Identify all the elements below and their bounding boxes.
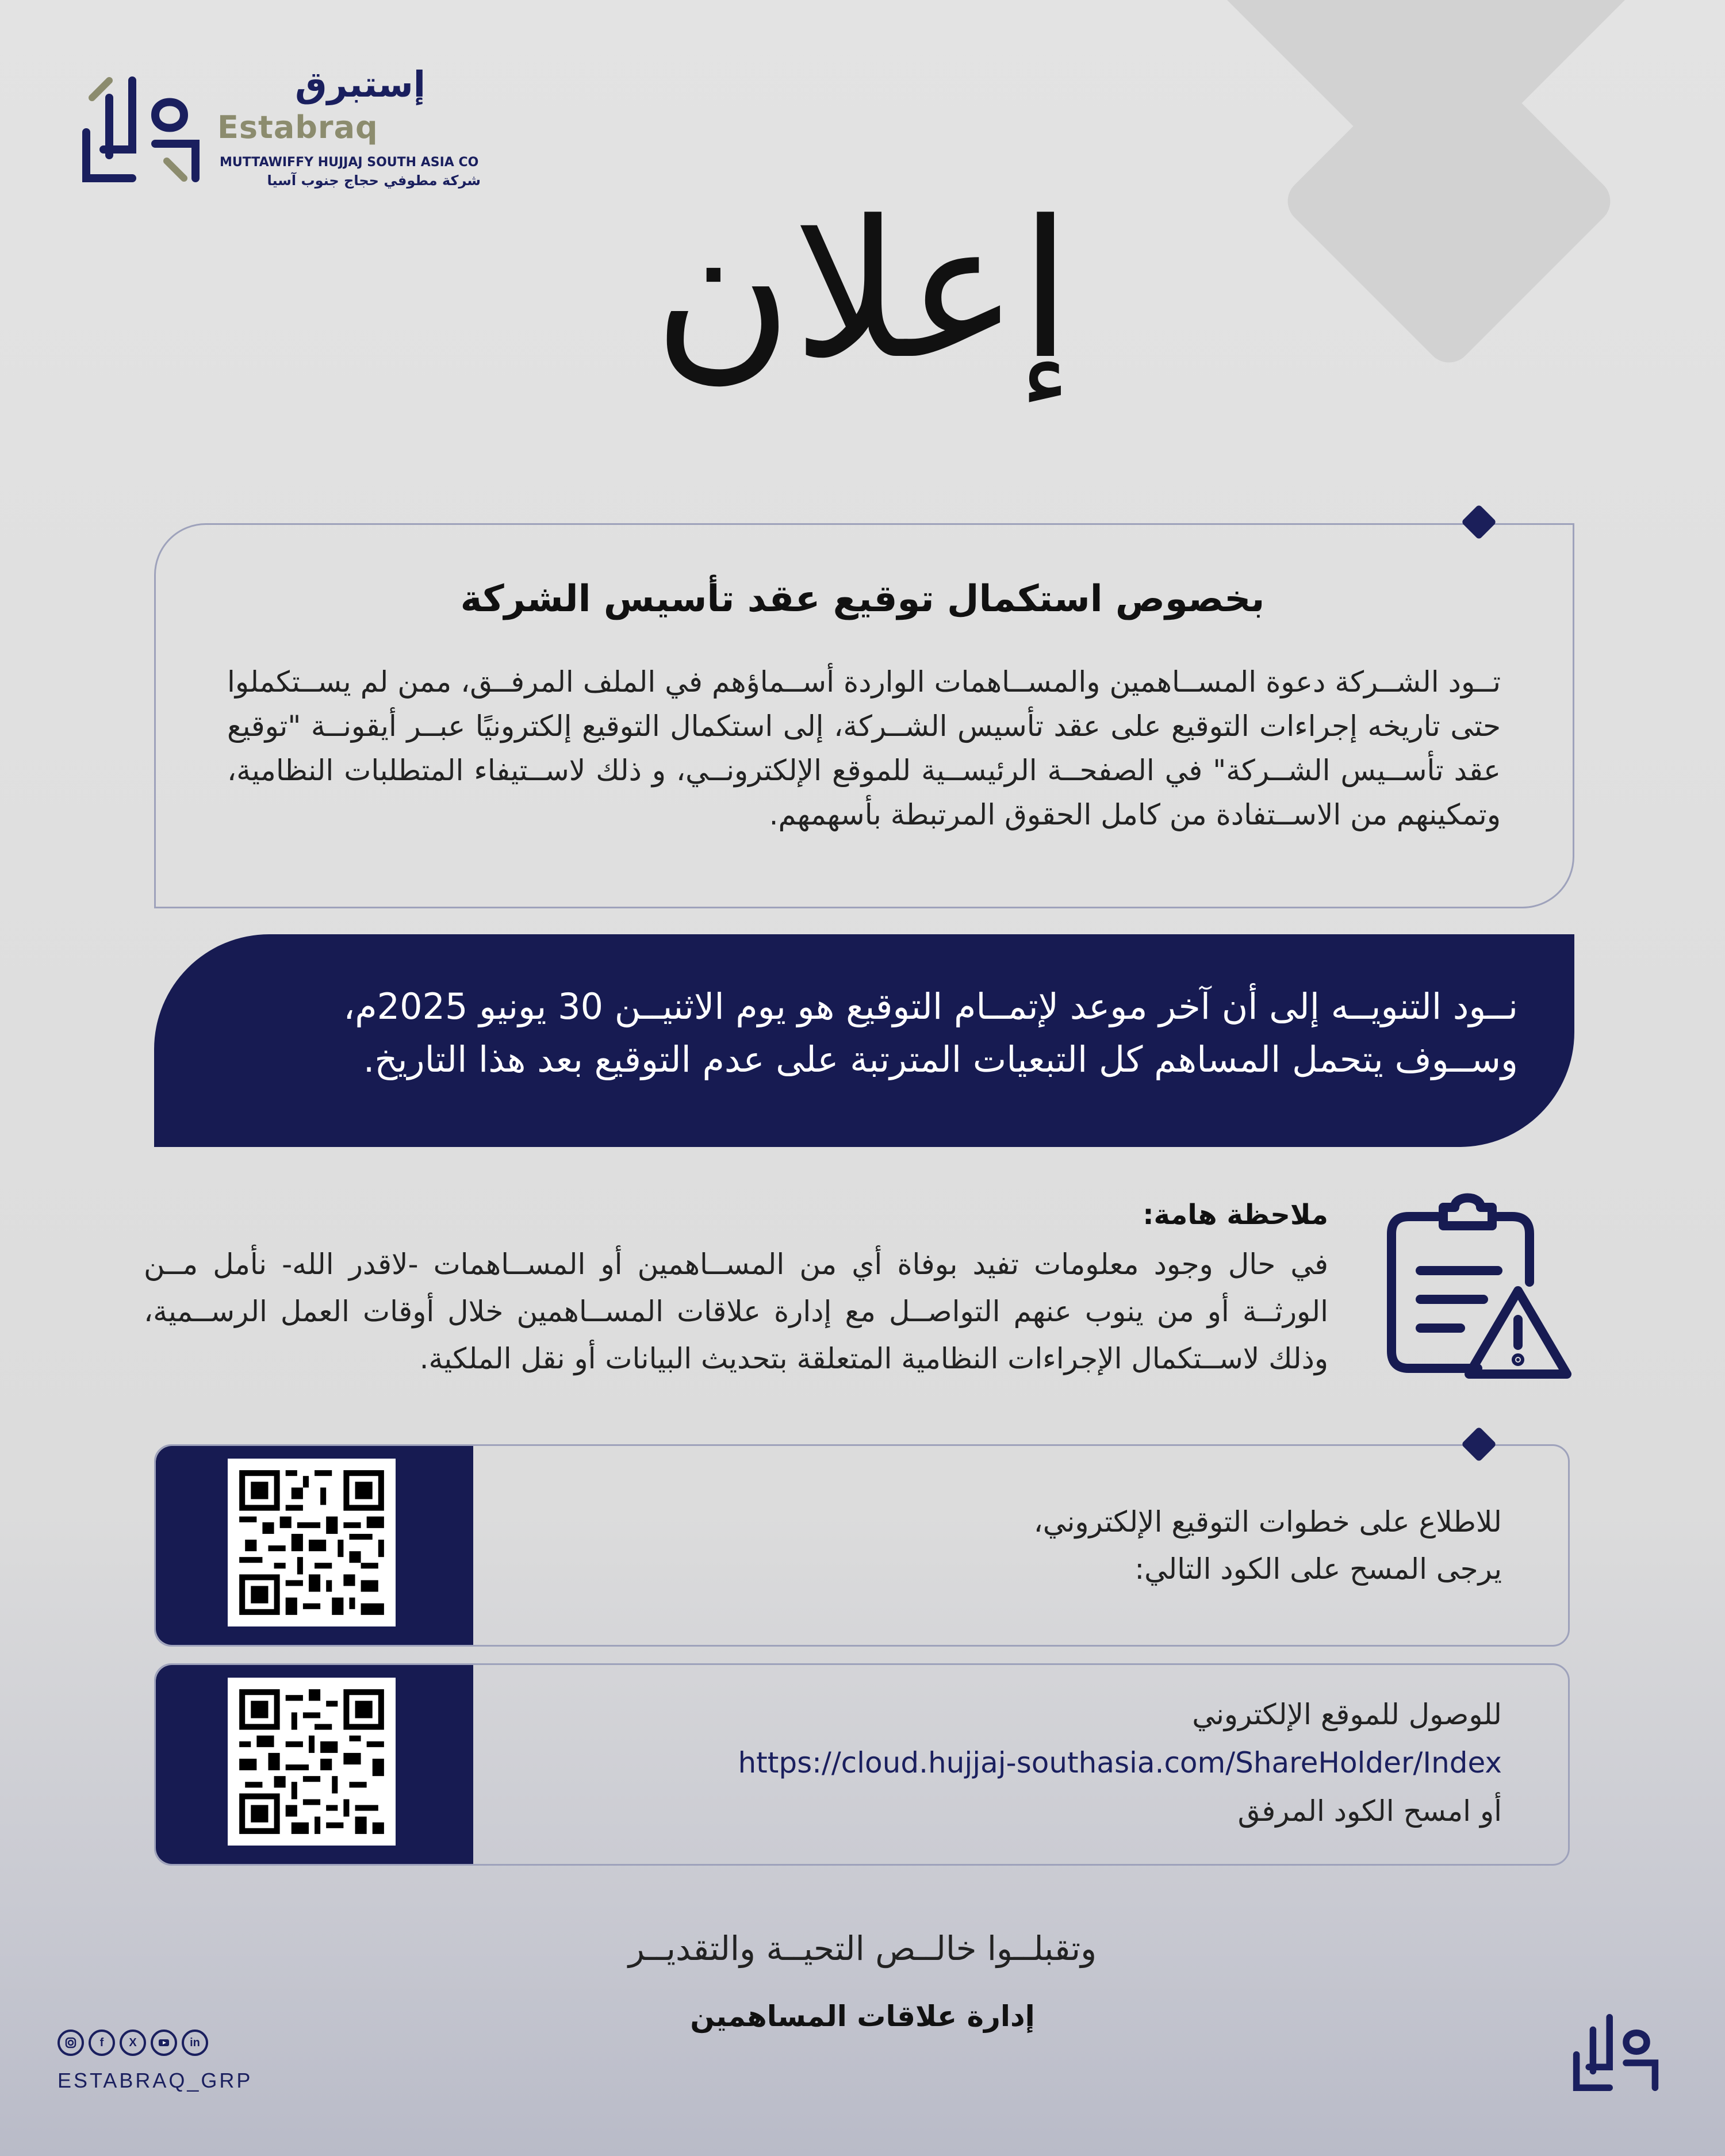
website-link[interactable] (524, 1737, 1502, 1788)
department-signature: إدارة علاقات المساهمين (690, 2000, 1035, 2033)
qr2-line-1: للوصول للموقع الإلكتروني (1192, 1698, 1502, 1731)
qr-card-website (154, 1663, 1570, 1866)
social-handle[interactable]: ESTABRAQ_GRP (57, 2069, 253, 2092)
qr-card-signing-steps (154, 1444, 1570, 1647)
deadline-line-2: وســوف يتحمل المساهم كل التبعيات المترتبة على عدم التوقيع بعد هذا التاريخ. (363, 1038, 1518, 1080)
logo-mark (69, 63, 213, 195)
qr1-line-1: للاطلاع على خطوات التوقيع الإلكتروني، (1033, 1505, 1502, 1539)
social-links (57, 2030, 208, 2056)
note-title: ملاحظة هامة: (1143, 1199, 1328, 1231)
qr1-line-2: يرجى المسح على الكود التالي: (1134, 1552, 1502, 1586)
instagram-icon[interactable] (57, 2030, 84, 2056)
logo-name-ar: إستبرق (295, 63, 425, 105)
qr-pattern-2 (228, 1678, 396, 1846)
closing-greeting: وتقبلــوا خالــص التحيــة والتقديــر (628, 1929, 1097, 1968)
logo-company-en: MUTTAWIFFY HUJJAJ SOUTH ASIA CO (220, 155, 479, 170)
qr-pattern-1 (228, 1459, 396, 1626)
x-icon[interactable]: X (120, 2030, 146, 2056)
facebook-icon[interactable]: f (89, 2030, 115, 2056)
logo-name-en: Estabraq (217, 109, 378, 145)
logo-company-ar: شركة مطوفي حجاج جنوب آسيا (267, 172, 481, 189)
qr-code-website[interactable] (228, 1678, 396, 1846)
qr-code-signing-steps[interactable] (228, 1459, 396, 1626)
footer-logo-mark (1564, 1995, 1667, 2110)
youtube-icon[interactable] (151, 2030, 177, 2056)
intro-card-body: تــود الشــركة دعوة المســاهمين والمســاهمات الواردة أســماؤهم في الملف المرفــق، ممن لم يســتكملوا حتى تاريخه إجراءات التوقيع على عقد تأسيس الشــركة، إلى استكمال التوقيع إلكترونيًا عبــر أيقونــة "توقيع عقد تأســيس الشــركة" في الصفحــة الرئيســية للموقع الإلكترونــي، و ذلك لاســتيفاء المتطلبات النظامية، وتمكينهم من الاســتفادة من كامل الحقوق المرتبطة بأسهمهم. (227, 665, 1501, 831)
note-body: في حال وجود معلومات تفيد بوفاة أي من المســاهمين أو المســاهمات -لاقدر الله- نأمل مــن الورثــة أو من ينوب عنهم التواصــل مع إدارة علاقات المســاهمين خلال أوقات العمل الرســمية، وذلك لاســتكمال الإجراءات النظامية المتعلقة بتحديث البيانات أو نقل الملكية. (144, 1248, 1328, 1375)
website-url[interactable]: https://cloud.hujjaj-southasia.com/ShareHolder/Index (738, 1746, 1502, 1779)
deadline-line-1: نــود التنويــه إلى أن آخر موعد لإتمــام التوقيع هو يوم الاثنيــن 30 يونيو 2025م، (343, 985, 1518, 1027)
qr2-line-3: أو امسح الكود المرفق (1237, 1794, 1502, 1828)
logo (69, 63, 506, 195)
clipboard-warning-icon (1368, 1184, 1575, 1391)
intro-card-title: بخصوص استكمال توقيع عقد تأسيس الشركة (460, 578, 1265, 620)
linkedin-icon[interactable]: in (182, 2030, 208, 2056)
page-title: إعلان (653, 180, 1072, 401)
